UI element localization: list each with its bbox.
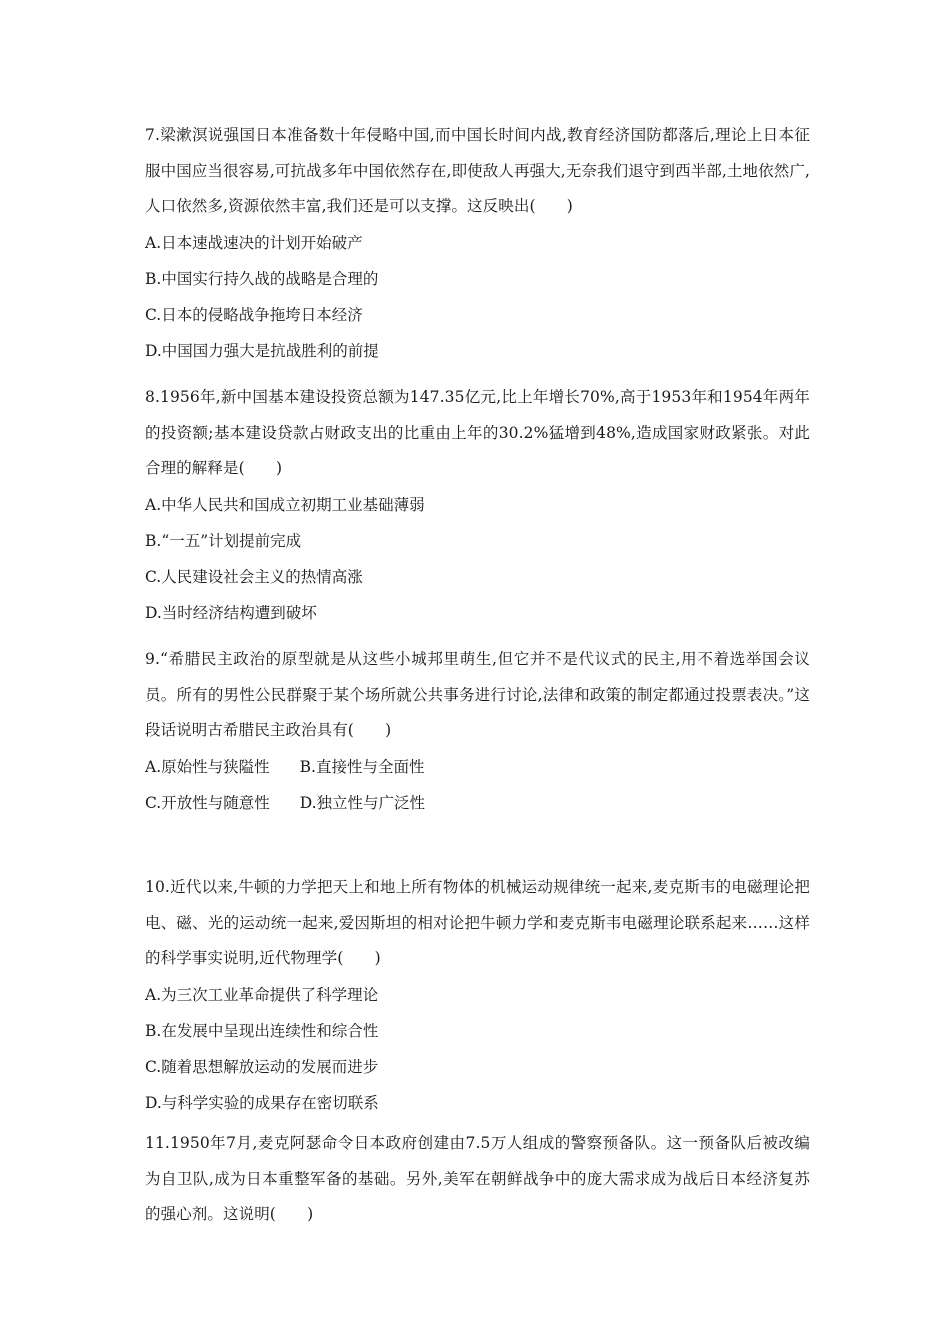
- question-stem: 7.梁漱溟说强国日本准备数十年侵略中国,而中国长时间内战,教育经济国防都落后,理论上日本征服中国应当很容易,可抗战多年中国依然存在,即使敌人再强大,无奈我们退守到西半部,土地依然广,人口依然多,资源依然丰富,我们还是可以支撑。这反映出( ): [145, 126, 810, 215]
- option-d: D.中国国力强大是抗战胜利的前提: [145, 341, 379, 360]
- question-10: [145, 870, 810, 1121]
- option-d: D.与科学实验的成果存在密切联系: [145, 1093, 379, 1112]
- option-row-cd: [145, 785, 810, 821]
- option-a: A.原始性与狭隘性: [145, 757, 270, 776]
- option-b: B.在发展中呈现出连续性和综合性: [145, 1021, 379, 1040]
- option-b: B.直接性与全面性: [299, 757, 425, 776]
- question-11: [145, 1126, 810, 1233]
- question-stem: 9.“希腊民主政治的原型就是从这些小城邦里萌生,但它并不是代议式的民主,用不着选举国会议员。所有的男性公民群聚于某个场所就公共事务进行讨论,法律和政策的制定都通过投票表决。”这段话说明古希腊民主政治具有( ): [145, 650, 810, 739]
- question-stem: 10.近代以来,牛顿的力学把天上和地上所有物体的机械运动规律统一起来,麦克斯韦的电磁理论把电、磁、光的运动统一起来,爱因斯坦的相对论把牛顿力学和麦克斯韦电磁理论联系起来……这样的科学事实说明,近代物理学( ): [145, 878, 810, 967]
- question-7: [145, 118, 810, 369]
- question-8: [145, 380, 810, 631]
- option-d: D.独立性与广泛性: [299, 793, 426, 812]
- option-b: B.中国实行持久战的战略是合理的: [145, 269, 379, 288]
- question-stem: 8.1956年,新中国基本建设投资总额为147.35亿元,比上年增长70%,高于1953年和1954年两年的投资额;基本建设贷款占财政支出的比重由上年的30.2%猛增到48%,造成国家财政紧张。对此合理的解释是( ): [145, 388, 810, 477]
- option-row-ab: [145, 749, 810, 785]
- question-9: [145, 642, 810, 821]
- option-a: A.日本速战速决的计划开始破产: [145, 233, 363, 252]
- option-d: D.当时经济结构遭到破坏: [145, 603, 317, 622]
- option-b: B.“一五”计划提前完成: [145, 531, 302, 550]
- option-a: A.中华人民共和国成立初期工业基础薄弱: [145, 495, 425, 514]
- option-a: A.为三次工业革命提供了科学理论: [145, 985, 379, 1004]
- question-stem: 11.1950年7月,麦克阿瑟命令日本政府创建由7.5万人组成的警察预备队。这一预备队后被改编为自卫队,成为日本重整军备的基础。另外,美军在朝鲜战争中的庞大需求成为战后日本经济复苏的强心剂。这说明( ): [145, 1134, 810, 1223]
- option-c: C.开放性与随意性: [145, 793, 270, 812]
- option-c: C.人民建设社会主义的热情高涨: [145, 567, 363, 586]
- option-c: C.日本的侵略战争拖垮日本经济: [145, 305, 363, 324]
- option-c: C.随着思想解放运动的发展而进步: [145, 1057, 379, 1076]
